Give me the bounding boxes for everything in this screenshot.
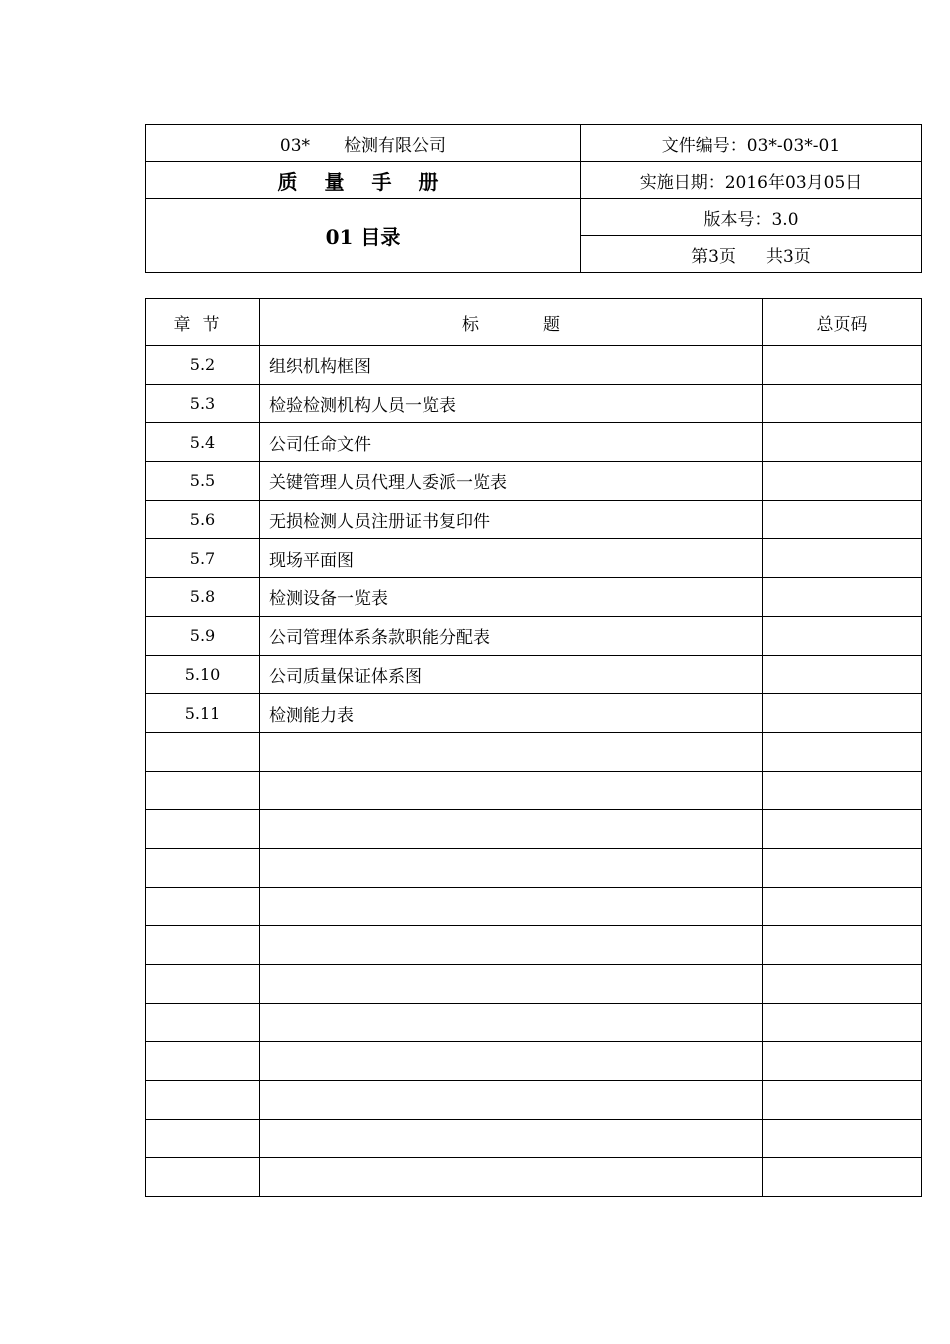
toc-title-cell: 检测设备一览表 xyxy=(260,578,763,617)
table-row xyxy=(146,384,922,423)
toc-pages-cell xyxy=(763,965,922,1004)
toc-chapter-cell: 5.3 xyxy=(146,384,260,423)
table-row xyxy=(146,965,922,1004)
section-title: 01 目录 xyxy=(146,199,581,273)
toc-table xyxy=(145,298,922,1197)
table-row xyxy=(146,539,922,578)
toc-pages-cell xyxy=(763,1081,922,1120)
version-number: 版本号：3.0 xyxy=(581,199,922,236)
column-header-chapter: 章节 xyxy=(146,299,260,346)
toc-pages-cell xyxy=(763,732,922,771)
toc-title-cell xyxy=(260,848,763,887)
toc-pages-cell xyxy=(763,616,922,655)
toc-pages-cell xyxy=(763,423,922,462)
toc-pages-cell xyxy=(763,926,922,965)
toc-chapter-cell xyxy=(146,965,260,1004)
toc-chapter-cell: 5.9 xyxy=(146,616,260,655)
table-row xyxy=(146,1158,922,1197)
toc-title-cell: 现场平面图 xyxy=(260,539,763,578)
toc-chapter-cell: 5.4 xyxy=(146,423,260,462)
toc-chapter-cell xyxy=(146,848,260,887)
toc-chapter-cell: 5.11 xyxy=(146,694,260,733)
effective-date: 实施日期：2016年03月05日 xyxy=(581,162,922,199)
toc-chapter-cell xyxy=(146,887,260,926)
toc-title-cell xyxy=(260,771,763,810)
toc-pages-cell xyxy=(763,1003,922,1042)
toc-chapter-cell xyxy=(146,1119,260,1158)
toc-chapter-cell: 5.6 xyxy=(146,500,260,539)
table-row xyxy=(146,346,922,385)
table-row xyxy=(146,1042,922,1081)
toc-chapter-cell xyxy=(146,926,260,965)
toc-chapter-cell xyxy=(146,1081,260,1120)
toc-pages-cell xyxy=(763,655,922,694)
toc-title-cell: 公司质量保证体系图 xyxy=(260,655,763,694)
table-row xyxy=(146,500,922,539)
table-row xyxy=(146,926,922,965)
table-row xyxy=(146,732,922,771)
toc-pages-cell xyxy=(763,887,922,926)
table-row xyxy=(146,848,922,887)
doc-number: 文件编号：03*-03*-01 xyxy=(581,125,922,162)
company-code: 03* xyxy=(279,135,311,156)
toc-title-cell: 组织机构框图 xyxy=(260,346,763,385)
table-row xyxy=(146,771,922,810)
toc-title-cell xyxy=(260,1081,763,1120)
toc-pages-cell xyxy=(763,848,922,887)
toc-pages-cell xyxy=(763,384,922,423)
table-row xyxy=(146,655,922,694)
toc-title-cell xyxy=(260,732,763,771)
manual-title: 质 量 手 册 xyxy=(146,162,581,199)
table-row xyxy=(146,1003,922,1042)
toc-title-cell xyxy=(260,1158,763,1197)
page-total: 共3页 xyxy=(766,246,811,267)
toc-title-cell: 公司任命文件 xyxy=(260,423,763,462)
company-name xyxy=(146,125,581,162)
toc-chapter-cell xyxy=(146,732,260,771)
toc-chapter-cell xyxy=(146,771,260,810)
toc-title-cell xyxy=(260,810,763,849)
toc-chapter-cell xyxy=(146,1042,260,1081)
toc-title-cell: 关键管理人员代理人委派一览表 xyxy=(260,462,763,501)
toc-title-cell xyxy=(260,887,763,926)
toc-chapter-cell xyxy=(146,810,260,849)
column-header-title: 标题 xyxy=(260,299,763,346)
toc-pages-cell xyxy=(763,346,922,385)
toc-title-cell: 检验检测机构人员一览表 xyxy=(260,384,763,423)
toc-chapter-cell: 5.10 xyxy=(146,655,260,694)
toc-pages-cell xyxy=(763,539,922,578)
toc-title-cell xyxy=(260,1119,763,1158)
table-row xyxy=(146,578,922,617)
toc-title-cell xyxy=(260,1003,763,1042)
toc-chapter-cell: 5.7 xyxy=(146,539,260,578)
table-row xyxy=(146,887,922,926)
toc-title-cell: 无损检测人员注册证书复印件 xyxy=(260,500,763,539)
table-row xyxy=(146,1081,922,1120)
toc-title-cell: 检测能力表 xyxy=(260,694,763,733)
table-row xyxy=(146,462,922,501)
toc-chapter-cell: 5.2 xyxy=(146,346,260,385)
toc-pages-cell xyxy=(763,771,922,810)
table-row xyxy=(146,616,922,655)
toc-title-cell xyxy=(260,926,763,965)
toc-pages-cell xyxy=(763,462,922,501)
company-name-text: 检测有限公司 xyxy=(344,135,447,156)
toc-chapter-cell xyxy=(146,1158,260,1197)
page-info xyxy=(581,236,922,273)
toc-title-cell: 公司管理体系条款职能分配表 xyxy=(260,616,763,655)
table-row xyxy=(146,694,922,733)
page-current: 第3页 xyxy=(691,246,736,267)
toc-pages-cell xyxy=(763,1042,922,1081)
toc-chapter-cell: 5.8 xyxy=(146,578,260,617)
toc-pages-cell xyxy=(763,810,922,849)
toc-title-cell xyxy=(260,965,763,1004)
table-row xyxy=(146,1119,922,1158)
toc-pages-cell xyxy=(763,1158,922,1197)
toc-chapter-cell: 5.5 xyxy=(146,462,260,501)
column-header-total-pages: 总页码 xyxy=(763,299,922,346)
table-row xyxy=(146,423,922,462)
toc-chapter-cell xyxy=(146,1003,260,1042)
toc-pages-cell xyxy=(763,1119,922,1158)
toc-pages-cell xyxy=(763,500,922,539)
table-row xyxy=(146,810,922,849)
toc-pages-cell xyxy=(763,694,922,733)
toc-title-cell xyxy=(260,1042,763,1081)
toc-pages-cell xyxy=(763,578,922,617)
toc-header-row xyxy=(146,299,922,346)
document-header-table xyxy=(145,124,922,273)
